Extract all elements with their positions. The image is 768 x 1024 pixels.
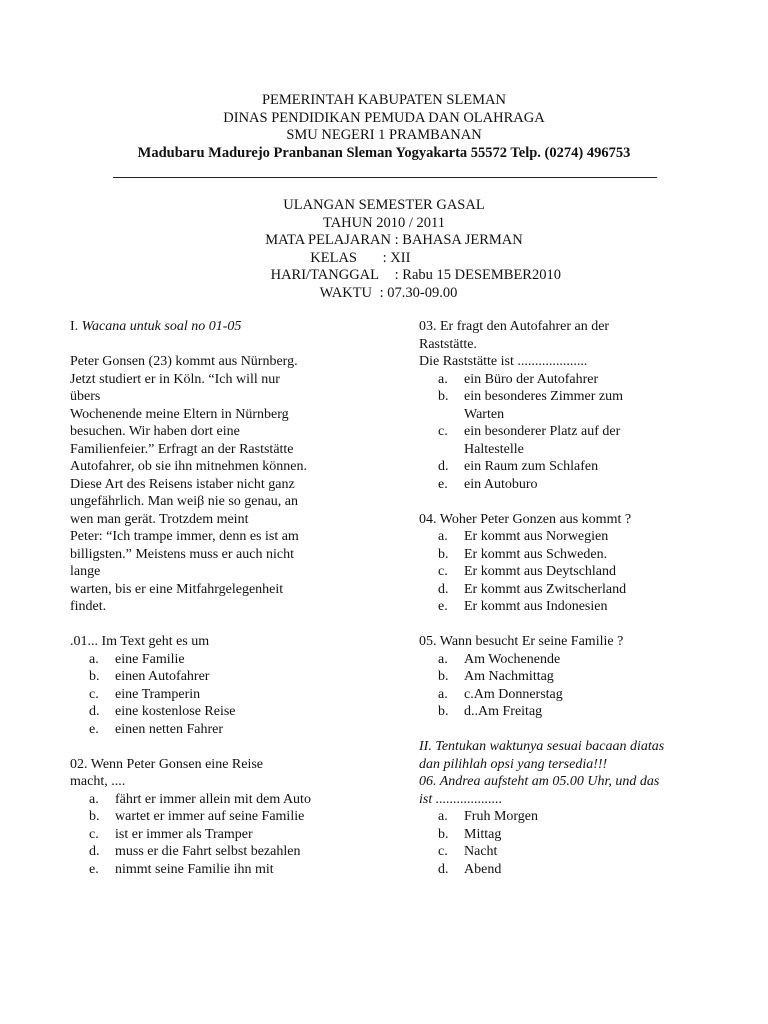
question-01 — [70, 633, 370, 738]
question-03-text: 03. Er fragt den Autofahrer an der — [419, 319, 610, 334]
question-02-option: a. fährt er immer allein mit dem Auto — [89, 791, 311, 807]
question-06-option: a. Fruh Morgen — [438, 809, 539, 824]
question-02-text: 02. Wenn Peter Gonsen eine Reise — [70, 756, 264, 772]
passage-line: Autofahrer, ob sie ihn mitnehmen können. — [70, 459, 307, 474]
question-04-option: a. Er kommt aus Norwegien — [438, 529, 609, 544]
question-03-option: c. ein besonderer Platz auf der Haltestelle — [438, 424, 621, 457]
question-04 — [419, 511, 739, 616]
passage-line: Wochenende meine Eltern in Nürnberg — [70, 406, 289, 422]
question-05-option: b. d..Am Freitag — [438, 704, 543, 719]
question-04-option: e. Er kommt aus Indonesien — [438, 599, 608, 614]
question-01-option: d. eine kostenlose Reise — [89, 704, 236, 719]
question-01-option: c. eine Tramperin — [89, 686, 201, 702]
question-06-option: d. Abend — [438, 861, 502, 877]
section-1-prefix: I. — [70, 319, 82, 334]
exam-title: ULANGAN SEMESTER GASAL — [283, 197, 485, 213]
letterhead-line-2: DINAS PENDIDIKAN PEMUDA DAN OLAHRAGA — [223, 109, 545, 126]
question-04-option: c. Er kommt aus Deytschland — [438, 564, 617, 579]
question-05-option: b. Am Nachmittag — [438, 669, 554, 684]
exam-time-value: : 07.30-09.00 — [379, 284, 458, 301]
question-03-option: b. ein besonderes Zimmer zum Warten — [438, 389, 624, 422]
passage-line: ungefährlich. Man weiβ nie so genau, an — [70, 494, 298, 509]
exam-year: TAHUN 2010 / 2011 — [323, 214, 445, 231]
question-01-option: a. eine Familie — [89, 651, 185, 667]
passage-line: Peter Gonsen (23) kommt aus Nürnberg. — [70, 354, 298, 369]
exam-date-row — [0, 267, 768, 285]
question-01-option: e. einen netten Fahrer — [89, 721, 224, 737]
question-02 — [70, 756, 370, 879]
exam-class-row — [0, 250, 768, 268]
question-03-option: d. ein Raum zum Schlafen — [438, 459, 599, 474]
letterhead-line-1: PEMERINTAH KABUPATEN SLEMAN — [261, 92, 506, 108]
passage-line: besuchen. Wir haben dort eine — [70, 424, 240, 439]
question-02-option: e. nimmt seine Familie ihn mit — [89, 861, 274, 877]
question-04-option: b. Er kommt aus Schweden. — [438, 546, 608, 562]
passage-line: lange — [70, 564, 101, 579]
reading-passage — [70, 353, 370, 616]
question-03-text: Die Raststätte ist .................... — [419, 354, 588, 369]
question-02-option: c. ist er immer als Tramper — [89, 826, 253, 842]
letterhead-address: Madubaru Madurejo Pranbanan Sleman Yogyakarta 55572 Telp. (0274) 496753 — [137, 144, 631, 161]
passage-line: warten, bis er eine Mitfahrgelegenheit — [70, 581, 284, 597]
passage-line: Peter: “Ich trampe immer, denn es ist am — [70, 529, 299, 544]
question-06-option: c. Nacht — [438, 844, 498, 859]
exam-date-value: : Rabu 15 DESEMBER2010 — [394, 267, 561, 283]
left-column — [70, 318, 370, 878]
question-02-text: macht, .... — [70, 774, 126, 789]
header-divider — [113, 177, 657, 178]
section-2-line: II. Tentukan waktunya sesuai bacaan diatas — [419, 739, 665, 754]
question-06-option: b. Mittag — [438, 826, 502, 842]
exam-subject-value: : BAHASA JERMAN — [394, 232, 523, 248]
passage-line: Jetzt studiert er in Köln. “Ich will nur — [70, 371, 280, 387]
exam-subject-label: MATA PELAJARAN — [265, 232, 391, 248]
question-04-text: 04. Woher Peter Gonzen aus kommt ? — [419, 511, 632, 527]
passage-line: Diese Art des Reisens istaber nicht ganz — [70, 476, 295, 492]
question-05-text: 05. Wann besucht Er seine Familie ? — [419, 634, 624, 649]
exam-date-label: HARI/TANGGAL — [270, 267, 379, 283]
passage-line: Familienfeier.” Erfragt an der Raststätte — [70, 441, 294, 457]
exam-time-label: WAKTU — [319, 284, 372, 301]
passage-line: billigsten.” Meistens muss er auch nicht — [70, 546, 294, 562]
letterhead — [0, 92, 768, 162]
question-05-option: a. c.Am Donnerstag — [438, 686, 563, 702]
passage-line: übers — [70, 389, 101, 404]
question-02-option: d. muss er die Fahrt selbst bezahlen — [89, 844, 301, 859]
question-05-option: a. Am Wochenende — [438, 651, 561, 667]
question-01-text: .01... Im Text geht es um — [70, 634, 210, 649]
question-01-option: b. einen Autofahrer — [89, 669, 210, 684]
question-03-option: a. ein Büro der Autofahrer — [438, 371, 599, 387]
question-05 — [419, 633, 739, 721]
question-03-option: e. ein Autoburo — [438, 476, 538, 492]
section-1-title: Wacana untuk soal no 01-05 — [81, 319, 242, 334]
question-06 — [419, 773, 739, 878]
section-2-heading — [419, 738, 739, 773]
section-2-line: dan pilihlah opsi yang tersedia!!! — [419, 756, 608, 772]
question-06-text: 06. Andrea aufsteht am 05.00 Uhr, und das — [419, 774, 660, 789]
passage-line: findet. — [70, 599, 107, 614]
question-03 — [419, 318, 739, 493]
exam-info — [0, 197, 768, 302]
right-column — [419, 318, 739, 878]
exam-time-row — [0, 285, 768, 303]
question-03-text: Raststätte. — [419, 336, 477, 352]
letterhead-line-3: SMU NEGERI 1 PRAMBANAN — [286, 127, 482, 143]
exam-class-label: KELAS — [310, 249, 357, 266]
question-04-option: d. Er kommt aus Zwitscherland — [438, 581, 627, 597]
exam-class-value: : XII — [382, 249, 411, 266]
question-02-option: b. wartet er immer auf seine Familie — [89, 809, 305, 824]
section-1-heading — [70, 318, 370, 336]
exam-subject-row — [0, 232, 768, 250]
question-06-text: ist ................... — [419, 791, 503, 807]
passage-line: wen man gerät. Trotzdem meint — [70, 511, 249, 527]
